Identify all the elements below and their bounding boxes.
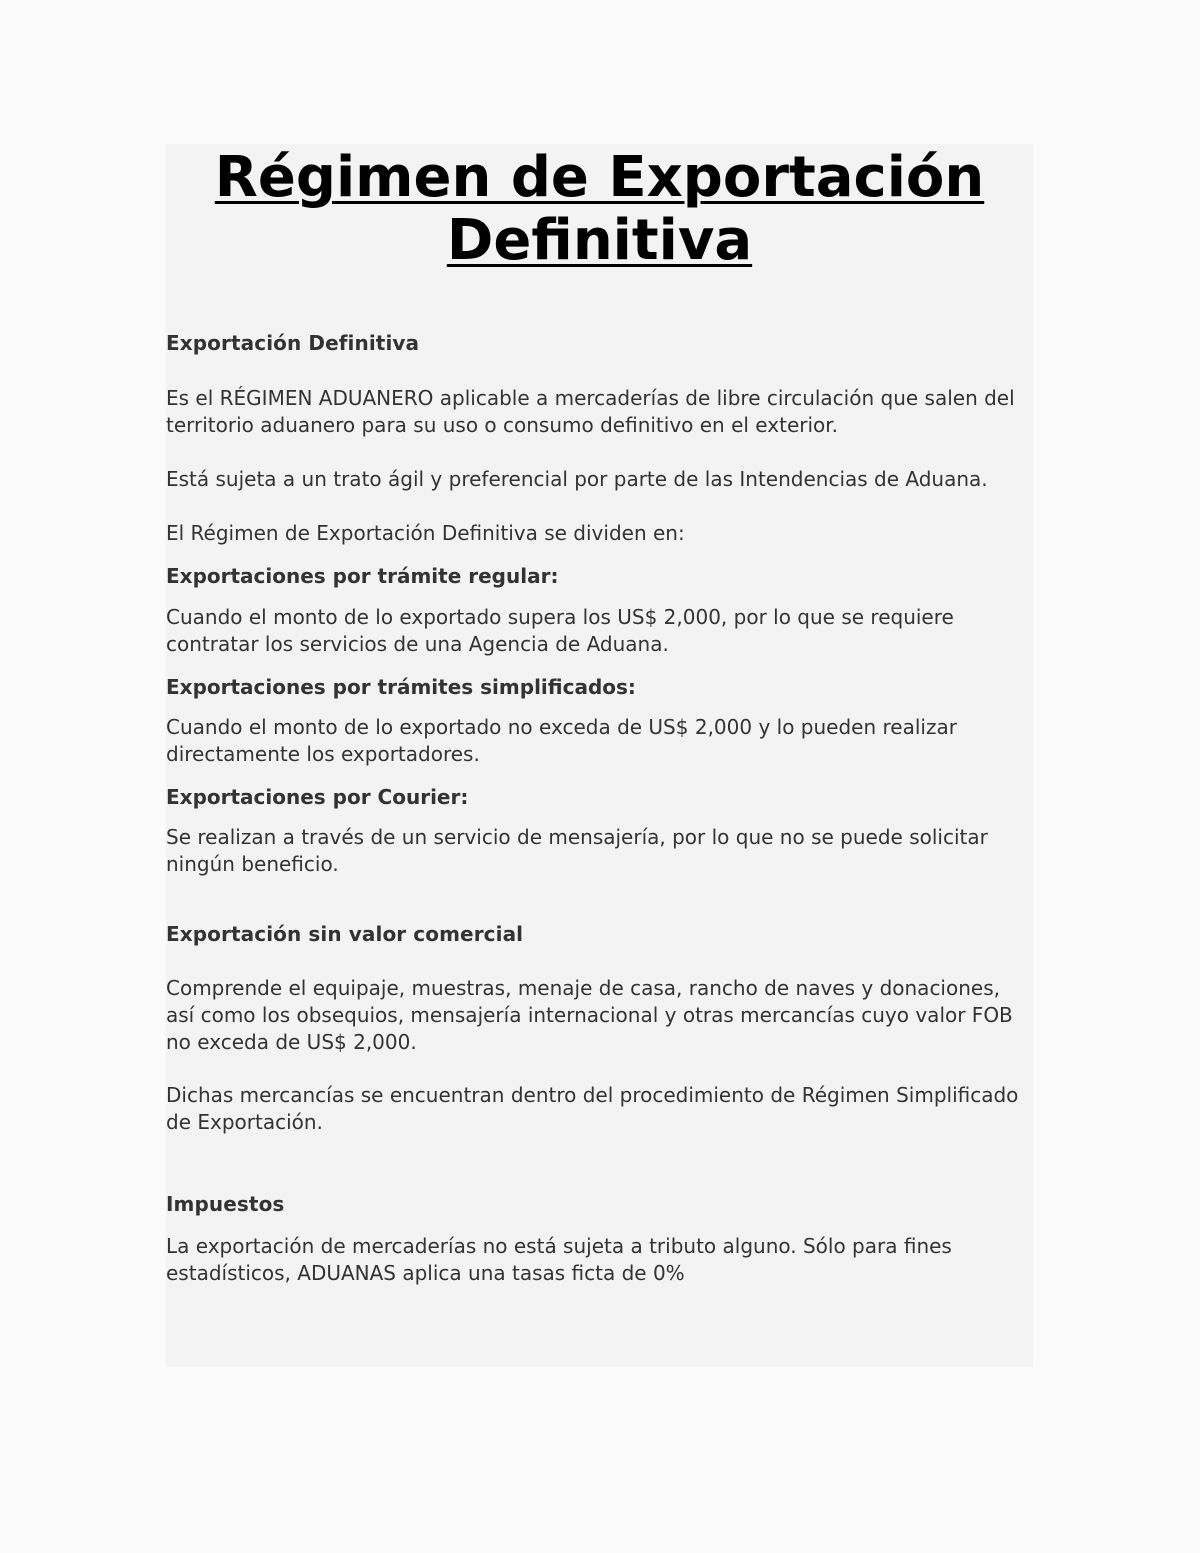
paragraph-divisiones: El Régimen de Exportación Definitiva se dividen en:: [166, 521, 685, 545]
section-heading-exportacion-definitiva: Exportación Definitiva: [166, 331, 420, 355]
paragraph-courier: Se realizan a través de un servicio de mensajería, por lo que no se puede solicitar ningún beneficio.: [166, 825, 988, 876]
section-heading-sin-valor-comercial: Exportación sin valor comercial: [166, 922, 524, 946]
paragraph-sin-valor-dichas: Dichas mercancías se encuentran dentro del procedimiento de Régimen Simplificado de Exportación.: [166, 1083, 1019, 1134]
document-title: Régimen de Exportación Definitiva: [214, 145, 985, 273]
section-heading-impuestos: Impuestos: [166, 1192, 285, 1216]
subheading-tramite-regular: Exportaciones por trámite regular:: [166, 564, 559, 588]
paragraph-sin-valor-comprende: Comprende el equipaje, muestras, menaje de casa, rancho de naves y donaciones, así como los obsequios, mensajería internacional y otras mercancías cuyo valor FOB no exceda de US$ 2,000.: [166, 976, 1013, 1054]
paragraph-tramite-regular: Cuando el monto de lo exportado supera los US$ 2,000, por lo que se requiere contratar los servicios de una Agencia de Aduana.: [166, 605, 954, 656]
paragraph-impuestos: La exportación de mercaderías no está sujeta a tributo alguno. Sólo para fines estadísticos, ADUANAS aplica una tasas ficta de 0%: [166, 1234, 952, 1285]
subheading-tramites-simplificados: Exportaciones por trámites simplificados:: [166, 675, 636, 699]
subheading-courier: Exportaciones por Courier:: [166, 785, 469, 809]
paragraph-definicion: Es el RÉGIMEN ADUANERO aplicable a mercaderías de libre circulación que salen del territorio aduanero para su uso o consumo definitivo en el exterior.: [166, 386, 1015, 437]
document-page: [166, 144, 1033, 1367]
paragraph-tramites-simplificados: Cuando el monto de lo exportado no exceda de US$ 2,000 y lo pueden realizar directamente los exportadores.: [166, 715, 957, 766]
paragraph-trato-agil: Está sujeta a un trato ágil y preferencial por parte de las Intendencias de Aduana.: [166, 467, 988, 491]
